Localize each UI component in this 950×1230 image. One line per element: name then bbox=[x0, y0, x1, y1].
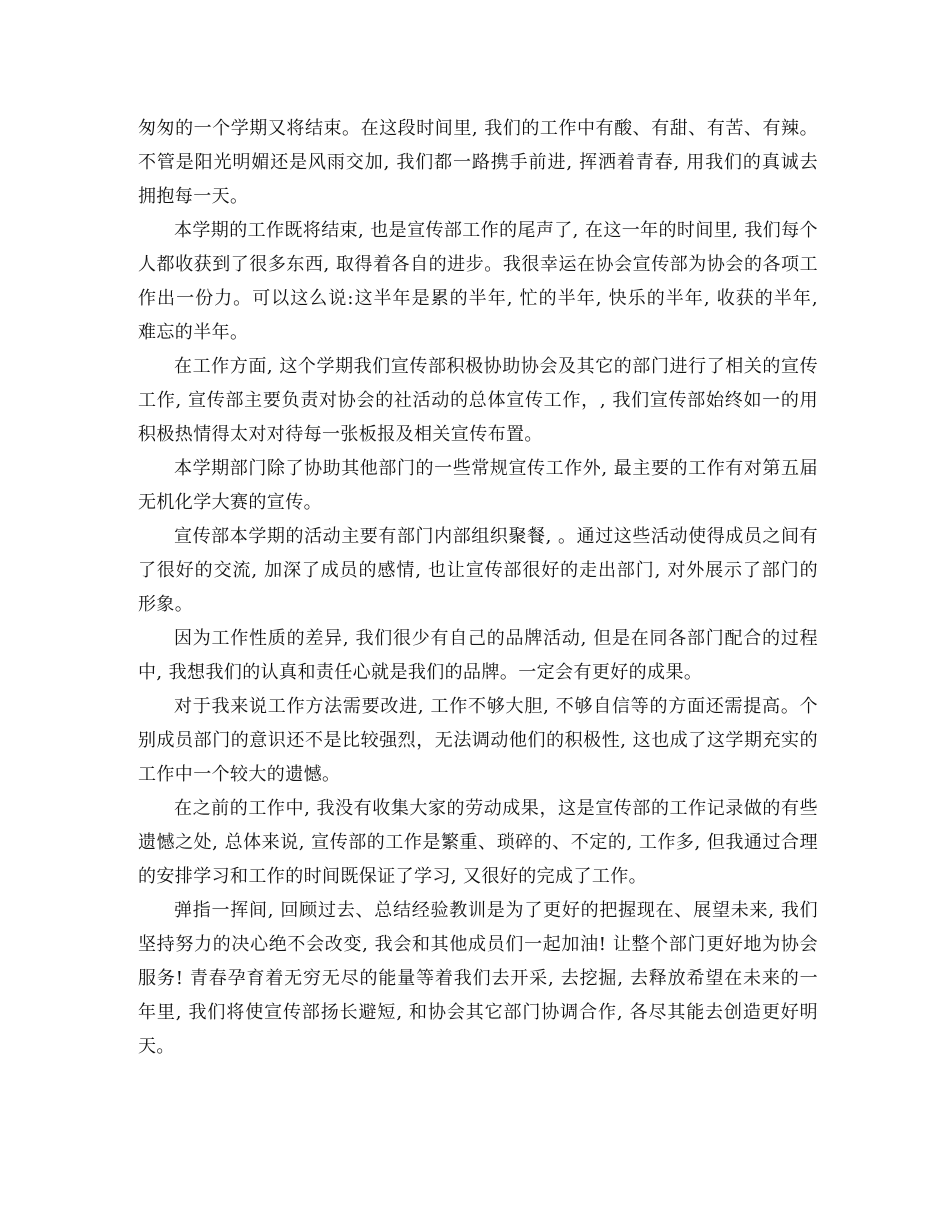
paragraph-improvement: 对于我来说工作方法需要改进, 工作不够大胆, 不够自信等的方面还需提高。个别成员部门的意识还不是比较强烈，无法调动他们的积极性, 这也成了这学期充实的工作中一个较大的遗憾。 bbox=[138, 696, 818, 785]
paragraph-brand: 因为工作性质的差异, 我们很少有自己的品牌活动, 但是在同各部门配合的过程中, 我想我们的认真和责任心就是我们的品牌。一定会有更好的成果。 bbox=[138, 628, 818, 683]
paragraph-activities: 宣传部本学期的活动主要有部门内部组织聚餐, 。通过这些活动使得成员之间有了很好的交流, 加深了成员的感情, 也让宣传部很好的走出部门, 对外展示了部门的形象。 bbox=[138, 526, 818, 615]
paragraph-regrets: 在之前的工作中, 我没有收集大家的劳动成果，这是宣传部的工作记录做的有些遗憾之处, 总体来说, 宣传部的工作是繁重、琐碎的、不定的, 工作多, 但我通过合理的安排学习和工作的时间既保证了学习, 又很好的完成了工作。 bbox=[138, 798, 818, 887]
paragraph-intro: 匆匆的一个学期又将结束。在这段时间里, 我们的工作中有酸、有甜、有苦、有辣。不管是阳光明媚还是风雨交加, 我们都一路携手前进, 挥洒着青春, 用我们的真诚去拥抱每一天。 bbox=[138, 118, 818, 207]
document-body bbox=[138, 112, 818, 1064]
paragraph-semester-summary: 本学期的工作既将结束, 也是宣传部工作的尾声了, 在这一年的时间里, 我们每个人都收获到了很多东西, 取得着各自的进步。我很幸运在协会宣传部为协会的各项工作出一份力。可以这么说:这半年是累的半年, 忙的半年, 快乐的半年, 收获的半年, 难忘的半年。 bbox=[138, 220, 818, 343]
paragraph-conclusion: 弹指一挥间, 回顾过去、总结经验教训是为了更好的把握现在、展望未来, 我们坚持努力的决心绝不会改变, 我会和其他成员们一起加油! 让整个部门更好地为协会服务! 青春孕育着无穷无尽的能量等着我们去开采, 去挖掘, 去释放希望在未来的一年里, 我们将使宣传部扬长避短, 和协会其它部门协调合作, 各尽其能去创造更好明天。 bbox=[138, 900, 818, 1057]
paragraph-main-work: 本学期部门除了协助其他部门的一些常规宣传工作外, 最主要的工作有对第五届无机化学大赛的宣传。 bbox=[138, 458, 818, 513]
paragraph-work-aspects: 在工作方面, 这个学期我们宣传部积极协助协会及其它的部门进行了相关的宣传工作, 宣传部主要负责对协会的社活动的总体宣传工作，, 我们宣传部始终如一的用积极热情得太对对待每一张板报及相关宣传布置。 bbox=[138, 356, 818, 445]
